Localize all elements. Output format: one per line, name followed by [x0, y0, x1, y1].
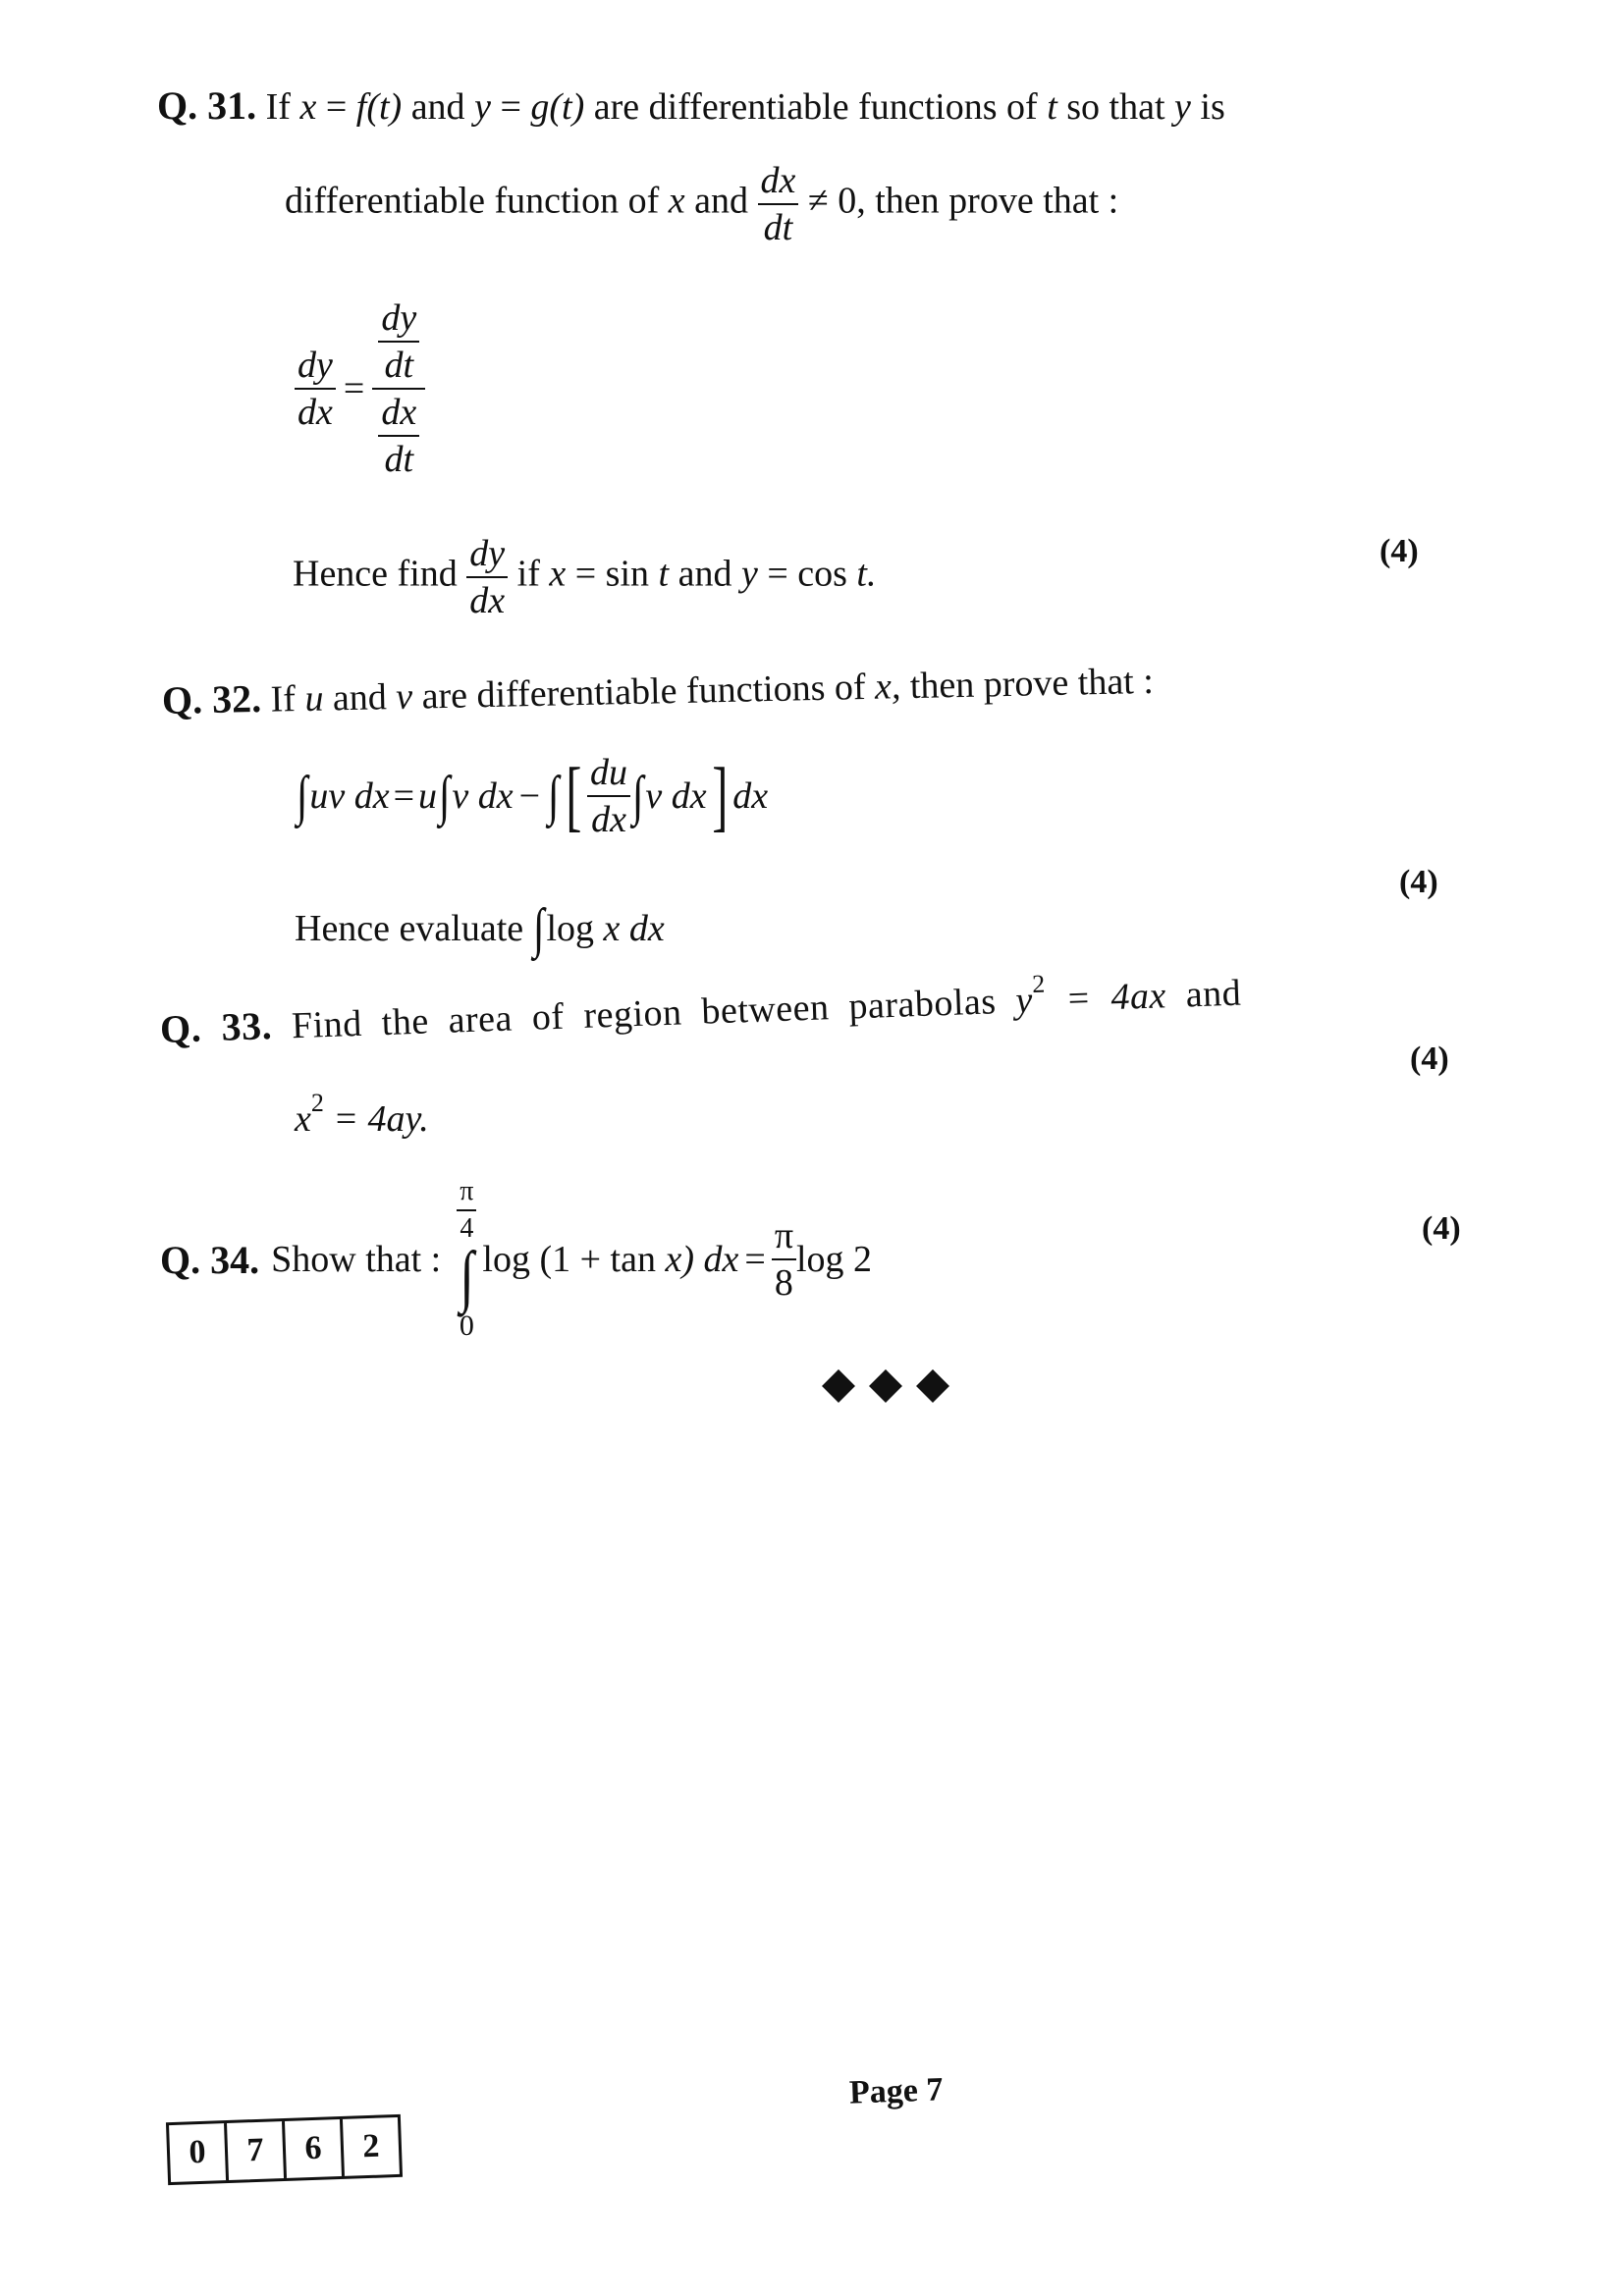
diamond-icon [822, 1369, 855, 1403]
q32-line1: Q. 32. If u and v are differentiable functions of x, then prove that : [161, 660, 1155, 722]
q33-line1: Q. 33. Find the area of region between parabolas $y^2 = 4ax$ and [159, 969, 1242, 1051]
diamond-icon [869, 1369, 902, 1403]
q31-marks: (4) [1380, 533, 1419, 569]
definite-integral: $\frac{\pi}{4}$ ∫ 0 [457, 1178, 476, 1341]
q34-line: Q. 34. Show that : $\frac{\pi}{4}$ ∫ 0 log (1 + tan x) dx = $\frac{\pi}{8}$ log 2 [160, 1176, 873, 1342]
q34-marks: (4) [1422, 1210, 1461, 1247]
paper-code-boxes [166, 2114, 403, 2185]
q31-hence: Hence find $\frac{dy}{dx}$ if x = sin t and y = cos t. [293, 533, 877, 621]
q31-number: Q. 31. [157, 83, 257, 128]
q33-marks: (4) [1410, 1041, 1449, 1077]
q31-line2: differentiable function of x and $\frac{dx}{dt}$ ≠ 0, then prove that : [285, 160, 1119, 248]
q32-number: Q. 32. [161, 675, 262, 722]
code-digit: 7 [227, 2121, 287, 2180]
dx-dt-fraction: $\frac{dx}{dt}$ [758, 162, 799, 246]
q34-number: Q. 34. [160, 1237, 260, 1282]
diamond-icon [916, 1369, 949, 1403]
q32-formula: ∫ uv dx = u ∫ v dx − ∫ [ $\frac{du}{dx}$ ∫ v dx ] dx [296, 752, 769, 840]
q33-line2: $x^2 = 4ay$. [295, 1089, 429, 1140]
code-digit: 6 [285, 2119, 345, 2178]
dy-dx-fraction: $\frac{dy}{dx}$ [295, 347, 336, 431]
code-digit: 2 [361, 2127, 381, 2165]
q32-marks: (4) [1399, 864, 1438, 900]
q32-hence: Hence evaluate ∫ log x dx [295, 898, 665, 959]
q31-formula: $\frac{dy}{dx}$ = $\frac{\frac{dy}{dt}}{\frac{dx}{dt}}$ [295, 299, 425, 478]
end-marker [817, 1374, 954, 1403]
page-number: Page 7 [848, 2071, 944, 2111]
q31-line1: Q. 31. If x = f(t) and y = g(t) are differentiable functions of t so that y is [157, 83, 1225, 128]
compound-fraction: $\frac{\frac{dy}{dt}}{\frac{dx}{dt}}$ [372, 299, 425, 478]
code-digit: 0 [169, 2123, 229, 2182]
q33-number: Q. 33. [159, 1003, 273, 1051]
